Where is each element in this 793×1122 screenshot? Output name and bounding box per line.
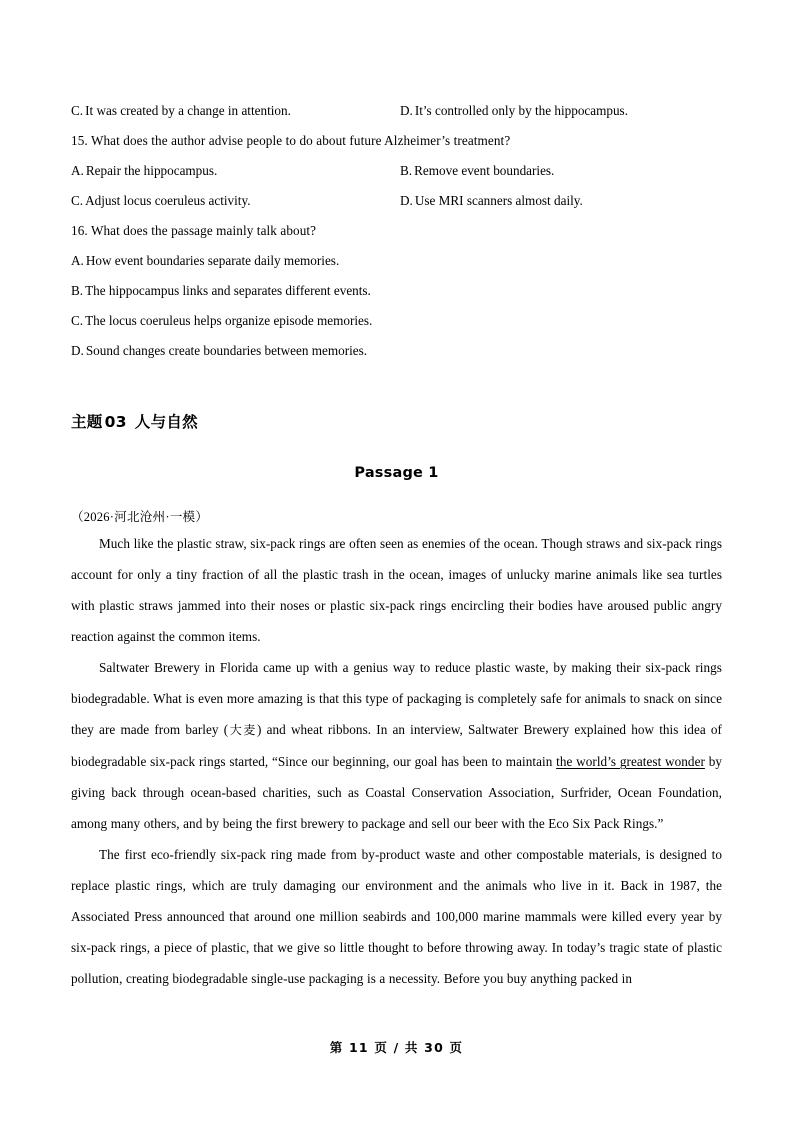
option-c	[71, 306, 372, 336]
option-letter: C.	[71, 103, 84, 118]
option-letter: C.	[71, 313, 84, 328]
option-c	[71, 186, 251, 216]
option-d	[400, 96, 628, 126]
page-footer: 第 11 页 / 共 30 页	[329, 1040, 464, 1055]
option-text: It’s controlled only by the hippocampus.	[414, 103, 628, 118]
option-text: The hippocampus links and separates different events.	[85, 283, 371, 298]
passage-source: （2026·河北沧州·一模）	[71, 510, 209, 524]
option-d	[400, 186, 583, 216]
paragraph-2-run-1: Saltwater Brewery in Florida came up with a genius way to reduce plastic waste, by making their six-pack rings biodegradable. What is even more amazing is that this type of packaging is completely safe for animals to snack on since they are made from barley (	[71, 660, 722, 737]
option-c	[71, 96, 291, 126]
question-option-line	[71, 246, 722, 276]
passage-paragraph-2	[71, 652, 722, 839]
question-option-line	[71, 276, 722, 306]
option-letter: D.	[71, 343, 84, 358]
underlined-phrase: the world’s greatest wonder	[556, 754, 705, 769]
option-text: Sound changes create boundaries between memories.	[85, 343, 368, 358]
option-b	[71, 276, 371, 306]
theme-number: 03	[104, 413, 127, 431]
option-letter: A.	[71, 253, 84, 268]
option-text: Repair the hippocampus.	[85, 163, 218, 178]
question-stem-16: 16. What does the passage mainly talk about?	[71, 223, 317, 238]
option-letter: B.	[400, 163, 413, 178]
option-text: The locus coeruleus helps organize episode memories.	[85, 313, 373, 328]
option-text: Adjust locus coeruleus activity.	[85, 193, 251, 208]
passage-paragraph-3: The first eco-friendly six-pack ring made from by-product waste and other compostable materials, is designed to replace plastic rings, which are truly damaging our environment and the animals who live in it. Back in 1987, the Associated Press announced that around one million seabirds and 100,000 marine mammals were killed every year by six-pack rings, a piece of plastic, that we give so little thought to before throwing away. In today’s tragic state of plastic pollution, creating biodegradable single-use packaging is a necessity. Before you buy anything packed in	[71, 847, 722, 986]
section-theme-heading	[71, 410, 722, 434]
option-letter: D.	[400, 193, 413, 208]
chinese-gloss: 大麦	[228, 723, 258, 737]
theme-label: 主题	[71, 413, 103, 431]
option-d	[71, 336, 367, 366]
theme-title: 人与自然	[134, 413, 198, 431]
question-options-row	[71, 186, 722, 216]
option-letter: D.	[400, 103, 413, 118]
option-text: Remove event boundaries.	[414, 163, 555, 178]
option-a	[71, 156, 217, 186]
option-text: Use MRI scanners almost daily.	[414, 193, 583, 208]
option-letter: A.	[71, 163, 84, 178]
passage-paragraph-1: Much like the plastic straw, six-pack rings are often seen as enemies of the ocean. Though straws and six-pack rings account for only a tiny fraction of all the plastic trash in the ocean, images of unlucky marine animals like sea turtles with plastic straws jammed into their noses or plastic six-pack rings encircling their bodies have aroused public angry reaction against the common items.	[71, 536, 722, 644]
question-options-row	[71, 156, 722, 186]
question-option-line	[71, 336, 722, 366]
question-option-line	[71, 306, 722, 336]
option-a	[71, 246, 339, 276]
option-letter: C.	[71, 193, 84, 208]
option-b	[400, 156, 554, 186]
question-stem-15: 15. What does the author advise people to do about future Alzheimer’s treatment?	[71, 133, 511, 148]
paragraph-2-run-3: by giving back through ocean-based charities, such as Coastal Conservation Association, Surfrider, Ocean Foundation, among many others, and by being the first brewery to package and sell our beer with the Eco Six Pack Rings.”	[71, 754, 722, 831]
passage-title: Passage 1	[354, 465, 439, 481]
option-text: It was created by a change in attention.	[85, 103, 291, 118]
page-content	[71, 96, 722, 994]
option-text: How event boundaries separate daily memories.	[85, 253, 340, 268]
option-letter: B.	[71, 283, 84, 298]
paragraph-2-run-2: ) and wheat ribbons. In an interview, Saltwater Brewery explained how this idea of biodegradable six-pack rings started, “Since our beginning, our goal has been to maintain	[71, 722, 722, 769]
question-options-row	[71, 96, 722, 126]
